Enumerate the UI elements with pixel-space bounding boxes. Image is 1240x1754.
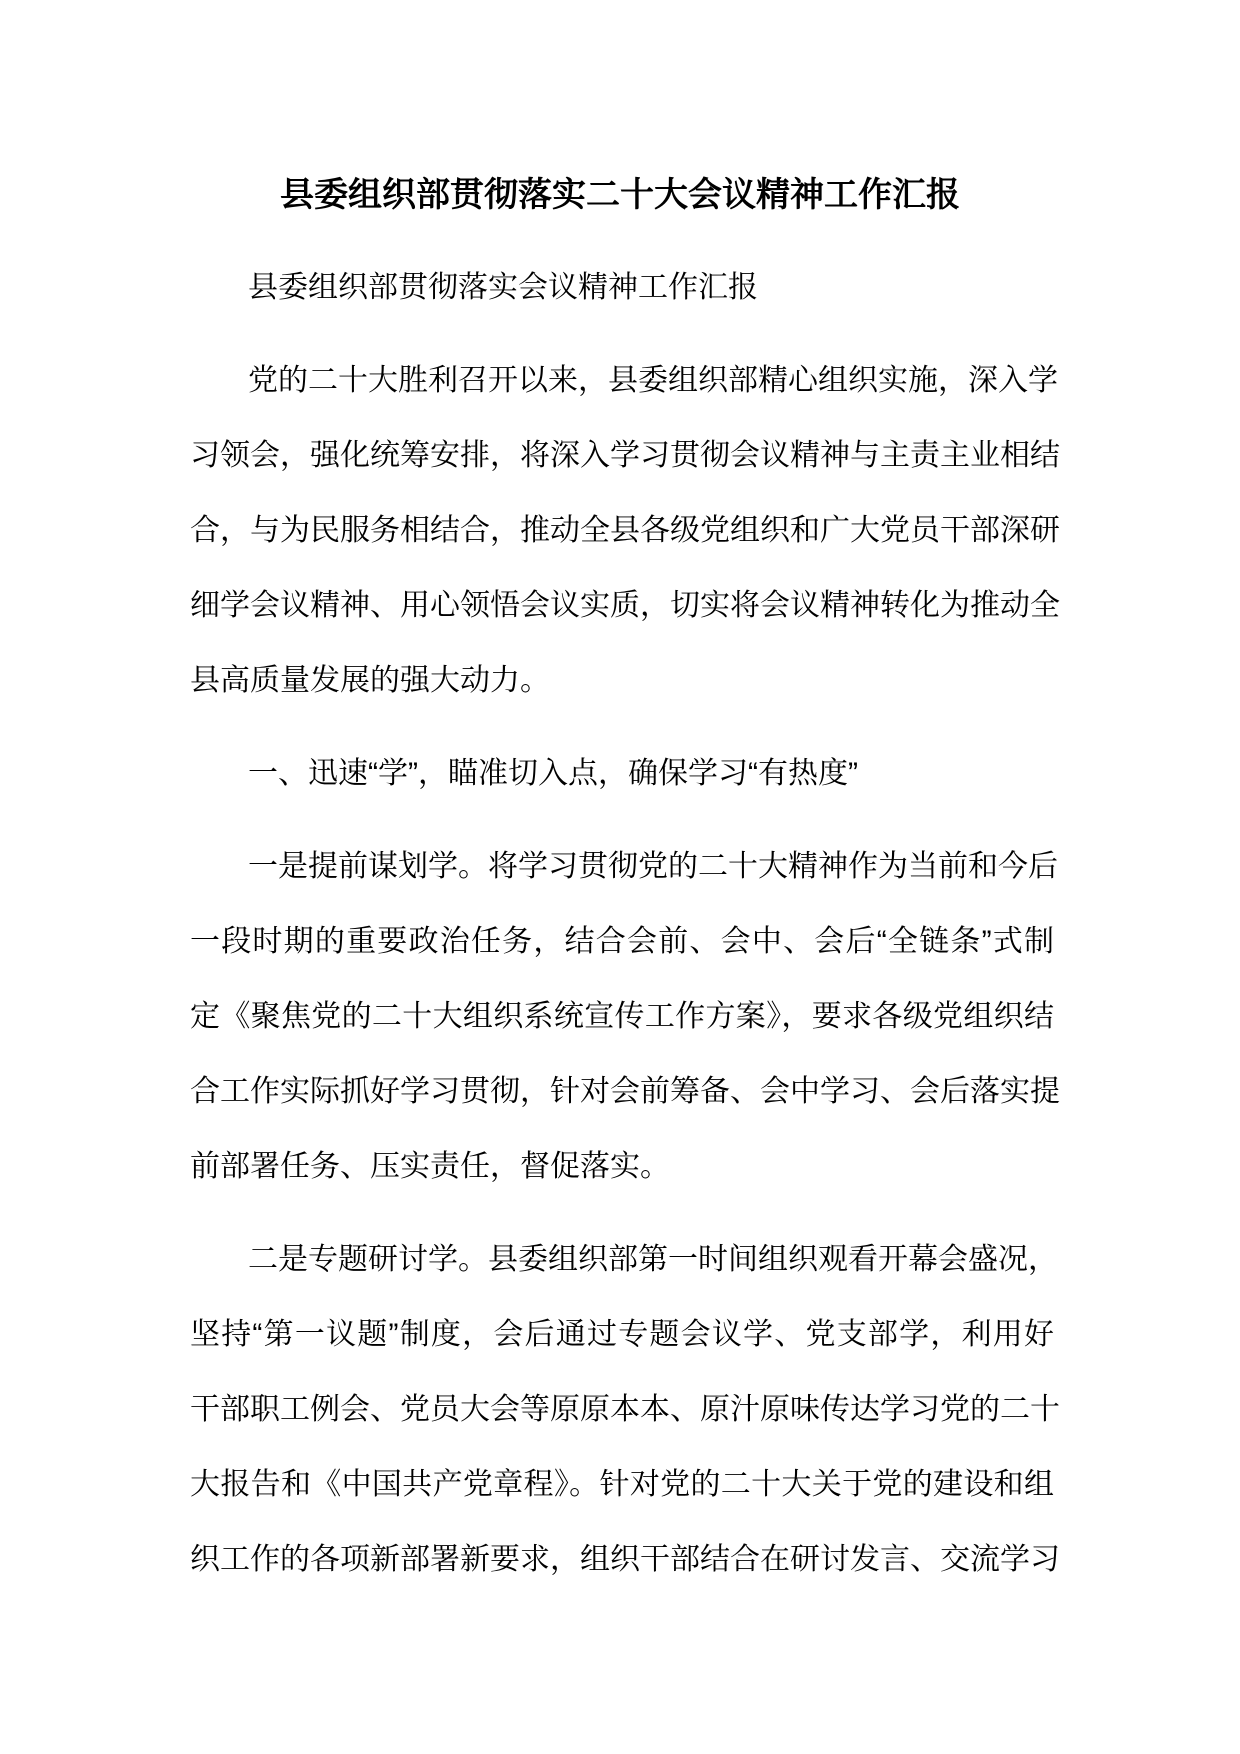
text-line: 定《聚焦党的二十大组织系统宣传工作方案》，要求各级党组织结	[190, 1000, 1054, 1033]
text-line: 一、迅速“学”，瞄准切入点，确保学习“有热度”	[248, 757, 858, 790]
paragraph	[190, 250, 1054, 325]
text-line: 县委组织部贯彻落实会议精神工作汇报	[248, 271, 758, 304]
text-line: 前部署任务、压实责任，督促落实。	[190, 1150, 670, 1183]
text-line: 党的二十大胜利召开以来，县委组织部精心组织实施，深入学	[248, 364, 1058, 397]
text-line: 织工作的各项新部署新要求，组织干部结合在研讨发言、交流学习	[190, 1543, 1060, 1576]
text-line: 合，与为民服务相结合，推动全县各级党组织和广大党员干部深研	[190, 514, 1060, 547]
text-line: 一段时期的重要政治任务，结合会前、会中、会后“全链条”式制	[190, 925, 1054, 958]
paragraph	[190, 829, 1060, 1204]
paragraph	[190, 343, 1060, 718]
text-line: 干部职工例会、党员大会等原原本本、原汁原味传达学习党的二十	[190, 1393, 1060, 1426]
text-line: 细学会议精神、用心领悟会议实质，切实将会议精神转化为推动全	[190, 589, 1060, 622]
text-line: 一是提前谋划学。将学习贯彻党的二十大精神作为当前和今后	[248, 850, 1058, 883]
document-title: 县委组织部贯彻落实二十大会议精神工作汇报	[280, 176, 960, 214]
text-line: 县高质量发展的强大动力。	[190, 664, 550, 697]
text-line: 习领会，强化统筹安排，将深入学习贯彻会议精神与主责主业相结	[190, 439, 1060, 472]
text-line: 二是专题研讨学。县委组织部第一时间组织观看开幕会盛况，	[248, 1243, 1058, 1276]
text-line: 坚持“第一议题”制度，会后通过专题会议学、党支部学，利用好	[190, 1318, 1054, 1351]
document-body	[190, 250, 1060, 1615]
paragraph	[190, 1222, 1060, 1597]
text-line: 合工作实际抓好学习贯彻，针对会前筹备、会中学习、会后落实提	[190, 1075, 1060, 1108]
paragraph	[190, 736, 1054, 811]
text-line: 大报告和《中国共产党章程》。针对党的二十大关于党的建设和组	[190, 1468, 1054, 1501]
